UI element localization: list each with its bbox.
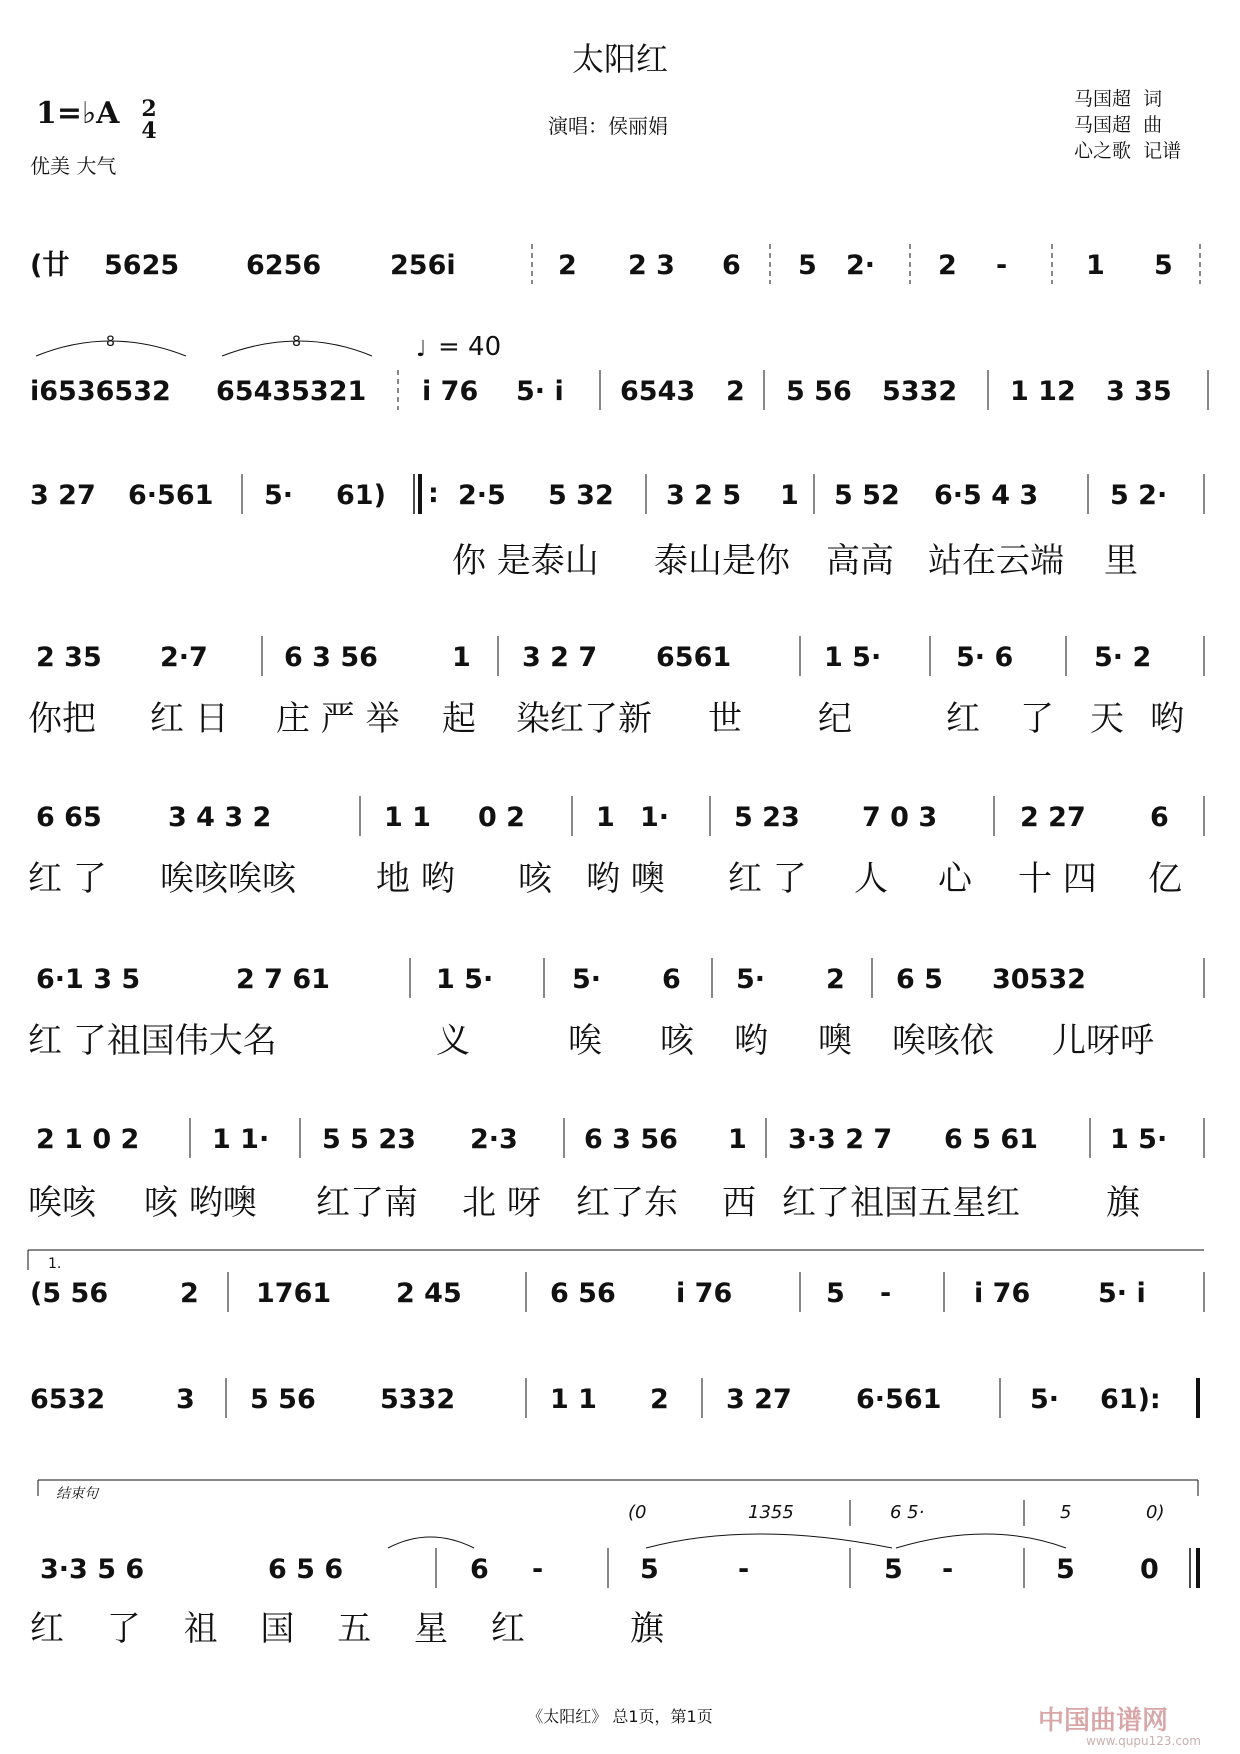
score-l10-n2: 6 xyxy=(470,1554,489,1585)
score-l8-n1: 2 xyxy=(180,1278,199,1309)
lyric-l7-1: 咳 哟噢 xyxy=(144,1183,257,1223)
lyric-l4-3: 起 xyxy=(442,699,476,739)
upper-part-2: 6 5· xyxy=(890,1502,925,1523)
score-l4-n2: 6 3 56 xyxy=(284,642,378,673)
score-l9-n3: 5332 xyxy=(380,1384,456,1415)
score-l3-n1: 6·561 xyxy=(128,480,214,511)
score-l4-n3: 1 xyxy=(452,642,471,673)
score-l6-n1: 2 7 61 xyxy=(236,964,330,995)
score-l2-n2: i 76 xyxy=(422,376,479,407)
score-l2-n3: 5· i xyxy=(516,376,564,407)
score-l2-n7: 5332 xyxy=(882,376,958,407)
score-l7-n2: 5 5 23 xyxy=(322,1124,416,1155)
repeat-dots: : xyxy=(428,478,439,509)
tempo-marking: = 40 xyxy=(438,332,502,362)
score-l1-n11: 1 xyxy=(1086,250,1105,281)
score-l3-n3: 61) xyxy=(336,480,386,511)
score-l5-n0: 6 65 xyxy=(36,802,102,833)
lyric-l5-8: 十 四 xyxy=(1018,859,1097,899)
lyric-l6-5: 噢 xyxy=(818,1021,852,1061)
score-l9-n4: 1 1 xyxy=(550,1384,597,1415)
score-l5-n3: 0 2 xyxy=(478,802,525,833)
score-l4-n7: 5· 6 xyxy=(956,642,1014,673)
tuplet-number: 8 xyxy=(106,334,115,350)
lyric-l7-3: 北 呀 xyxy=(462,1183,541,1223)
score-l8-n6: 5 xyxy=(826,1278,845,1309)
score-l4-n0: 2 35 xyxy=(36,642,102,673)
score-l4-n1: 2·7 xyxy=(160,642,208,673)
score-l7-n3: 2·3 xyxy=(470,1124,518,1155)
lyric-l4-1: 红 日 xyxy=(150,699,229,739)
score-l1-n5: 2 3 xyxy=(628,250,675,281)
score-l3-n8: 5 52 xyxy=(834,480,900,511)
score-l10-n3: - xyxy=(532,1554,544,1585)
score-l9-n7: 6·561 xyxy=(856,1384,942,1415)
lyric-l4-9: 天 xyxy=(1090,699,1124,739)
lyric-l3-1: 泰山是你 xyxy=(654,541,790,581)
lyric-l6-0: 红 了祖国伟大名 xyxy=(28,1021,277,1061)
score-l4-n6: 1 5· xyxy=(824,642,882,673)
score-l6-n3: 5· xyxy=(572,964,602,995)
score-l8-n8: i 76 xyxy=(974,1278,1031,1309)
lyric-l6-7: 儿呀呼 xyxy=(1052,1021,1154,1061)
score-l7-n6: 3·3 2 7 xyxy=(788,1124,893,1155)
score-l10-n9: 0 xyxy=(1140,1554,1159,1585)
volta-number: 1. xyxy=(48,1256,62,1272)
lyric-l6-3: 咳 xyxy=(660,1021,694,1061)
score-l9-n9: 61): xyxy=(1100,1384,1161,1415)
lyric-l3-2: 高高 xyxy=(826,541,894,581)
lyric-l5-4: 哟 噢 xyxy=(586,859,665,899)
score-l5-n7: 7 0 3 xyxy=(862,802,938,833)
score-l3-n0: 3 27 xyxy=(30,480,96,511)
score-l6-n8: 30532 xyxy=(992,964,1086,995)
upper-part-1: 1355 xyxy=(748,1502,794,1523)
score-l3-n7: 1 xyxy=(780,480,799,511)
mood-marking: 优美 大气 xyxy=(30,154,117,178)
score-l6-n0: 6·1 3 5 xyxy=(36,964,141,995)
score-l5-n4: 1 xyxy=(596,802,615,833)
lyric-l6-2: 唉 xyxy=(568,1021,602,1061)
score-l1-n1: 5625 xyxy=(104,250,180,281)
score-l8-n9: 5· i xyxy=(1098,1278,1146,1309)
tempo-note-glyph: ♩ xyxy=(416,337,427,362)
score-l9-n8: 5· xyxy=(1030,1384,1060,1415)
lyric-l5-9: 亿 xyxy=(1148,859,1182,899)
lyric-l7-0: 唉咳 xyxy=(28,1183,96,1223)
lyric-l5-2: 地 哟 xyxy=(376,859,455,899)
score-l2-n1: 65435321 xyxy=(216,376,367,407)
transcriber-credit: 心之歌 记谱 xyxy=(1074,140,1182,162)
score-l8-n2: 1761 xyxy=(256,1278,332,1309)
score-l9-n6: 3 27 xyxy=(726,1384,792,1415)
score-l5-n8: 2 27 xyxy=(1020,802,1086,833)
score-l1-n2: 6256 xyxy=(246,250,322,281)
lyric-l5-1: 唉咳唉咳 xyxy=(160,859,296,899)
tuplet-number: 8 xyxy=(292,334,301,350)
score-l5-n6: 5 23 xyxy=(734,802,800,833)
score-l8-n0: (5 56 xyxy=(30,1278,109,1309)
page-footer: 《太阳红》 总1页，第1页 xyxy=(527,1707,713,1726)
score-l10-n5: - xyxy=(738,1554,750,1585)
score-l10-n0: 3·3 5 6 xyxy=(40,1554,145,1585)
upper-part-4: 0) xyxy=(1146,1502,1165,1523)
score-l5-n2: 1 1 xyxy=(384,802,431,833)
score-l6-n6: 2 xyxy=(826,964,845,995)
score-l6-n4: 6 xyxy=(662,964,681,995)
lyric-l6-4: 哟 xyxy=(734,1021,768,1061)
lyricist-credit: 马国超 词 xyxy=(1074,88,1163,110)
score-l3-n9: 6·5 4 3 xyxy=(934,480,1039,511)
score-l1-n8: 2· xyxy=(846,250,876,281)
score-l3-n10: 5 2· xyxy=(1110,480,1168,511)
tie-arc xyxy=(896,1534,1066,1548)
singer-credit: 演唱：侯丽娟 xyxy=(548,114,668,138)
lyric-l3-4: 里 xyxy=(1104,541,1138,581)
score-l6-n5: 5· xyxy=(736,964,766,995)
score-l7-n0: 2 1 0 2 xyxy=(36,1124,140,1155)
score-l4-n5: 6561 xyxy=(656,642,732,673)
score-l2-n5: 2 xyxy=(726,376,745,407)
lyric-l4-6: 纪 xyxy=(818,699,852,739)
composer-credit: 马国超 曲 xyxy=(1074,114,1163,136)
score-l7-n5: 1 xyxy=(728,1124,747,1155)
score-l2-n4: 6543 xyxy=(620,376,696,407)
score-l1-n12: 5 xyxy=(1154,250,1173,281)
tie-arc xyxy=(388,1537,474,1548)
score-l8-n4: 6 56 xyxy=(550,1278,616,1309)
score-l1-n9: 2 xyxy=(938,250,957,281)
upper-part-0: (0 xyxy=(628,1502,647,1523)
lyric-l7-5: 西 xyxy=(722,1183,756,1223)
lyric-l5-7: 心 xyxy=(938,859,972,899)
lyric-l4-2: 庄 严 举 xyxy=(276,699,400,739)
score-l5-n5: 1· xyxy=(640,802,670,833)
lyric-l5-6: 人 xyxy=(854,859,888,899)
score-l1-n10: - xyxy=(996,250,1008,281)
lyric-l5-5: 红 了 xyxy=(728,859,807,899)
score-l8-n7: - xyxy=(880,1278,892,1309)
song-title: 太阳红 xyxy=(571,40,668,78)
score-l1-n6: 6 xyxy=(722,250,741,281)
score-l1-n0: (廿 xyxy=(30,250,70,281)
score-l9-n2: 5 56 xyxy=(250,1384,316,1415)
score-l3-n2: 5· xyxy=(264,480,294,511)
score-l1-n7: 5 xyxy=(798,250,817,281)
lyric-l3-0: 你 是泰山 xyxy=(452,541,599,581)
score-l8-n3: 2 45 xyxy=(396,1278,462,1309)
lyric-l4-5: 世 xyxy=(708,699,742,739)
lyric-l5-3: 咳 xyxy=(518,859,552,899)
lyric-l7-6: 红了祖国五星红 xyxy=(782,1183,1020,1223)
score-l10-n6: 5 xyxy=(884,1554,903,1585)
key-signature: 1=♭A xyxy=(36,96,120,131)
score-l6-n2: 1 5· xyxy=(436,964,494,995)
lyric-l5-0: 红 了 xyxy=(28,859,107,899)
score-l2-n6: 5 56 xyxy=(786,376,852,407)
score-l3-n4: 2·5 xyxy=(458,480,506,511)
score-l7-n8: 1 5· xyxy=(1110,1124,1168,1155)
score-l4-n4: 3 2 7 xyxy=(522,642,598,673)
score-l3-n6: 3 2 5 xyxy=(666,480,742,511)
lyric-l10-1: 旗 xyxy=(630,1609,664,1649)
meter-bottom: 4 xyxy=(141,118,157,144)
site-logo-url: www.qupu123.com xyxy=(1086,1734,1201,1748)
lyric-l6-6: 唉咳依 xyxy=(892,1021,994,1061)
lyric-l6-1: 义 xyxy=(436,1021,470,1061)
lyric-l7-7: 旗 xyxy=(1106,1183,1140,1223)
lyric-l7-2: 红了南 xyxy=(316,1183,418,1223)
score-l10-n1: 6 5 6 xyxy=(268,1554,344,1585)
score-l9-n0: 6532 xyxy=(30,1384,106,1415)
score-l7-n4: 6 3 56 xyxy=(584,1124,678,1155)
lyric-l4-10: 哟 xyxy=(1150,699,1184,739)
score-l2-n0: i6536532 xyxy=(30,376,171,407)
score-l10-n7: - xyxy=(942,1554,954,1585)
score-l5-n9: 6 xyxy=(1150,802,1169,833)
score-l1-n4: 2 xyxy=(558,250,577,281)
score-l7-n7: 6 5 61 xyxy=(944,1124,1038,1155)
score-l4-n8: 5· 2 xyxy=(1094,642,1152,673)
lyric-l4-0: 你把 xyxy=(28,699,96,739)
lyric-l4-8: 了 xyxy=(1020,699,1054,739)
score-l10-n8: 5 xyxy=(1056,1554,1075,1585)
lyric-l4-4: 染红了新 xyxy=(516,699,652,739)
ending-label: 结束句 xyxy=(56,1486,98,1502)
lyric-l3-3: 站在云端 xyxy=(928,541,1064,581)
upper-part-3: 5 xyxy=(1060,1502,1072,1523)
score-l2-n9: 3 35 xyxy=(1106,376,1172,407)
lyric-l7-4: 红了东 xyxy=(576,1183,678,1223)
score-l9-n1: 3 xyxy=(176,1384,195,1415)
score-l3-n5: 5 32 xyxy=(548,480,614,511)
score-l7-n1: 1 1· xyxy=(212,1124,270,1155)
lyric-l10-0: 红 了 祖 国 五 星 红 xyxy=(30,1609,541,1649)
lyric-l4-7: 红 xyxy=(946,699,980,739)
score-l2-n8: 1 12 xyxy=(1010,376,1076,407)
site-logo-text: 中国曲谱网 xyxy=(1038,1706,1169,1736)
score-l1-n3: 256i xyxy=(390,250,456,281)
score-l5-n1: 3 4 3 2 xyxy=(168,802,272,833)
score-l6-n7: 6 5 xyxy=(896,964,943,995)
score-l9-n5: 2 xyxy=(650,1384,669,1415)
meter-top: 2 xyxy=(141,96,157,122)
score-l10-n4: 5 xyxy=(640,1554,659,1585)
tie-arc xyxy=(646,1534,892,1548)
score-l8-n5: i 76 xyxy=(676,1278,733,1309)
